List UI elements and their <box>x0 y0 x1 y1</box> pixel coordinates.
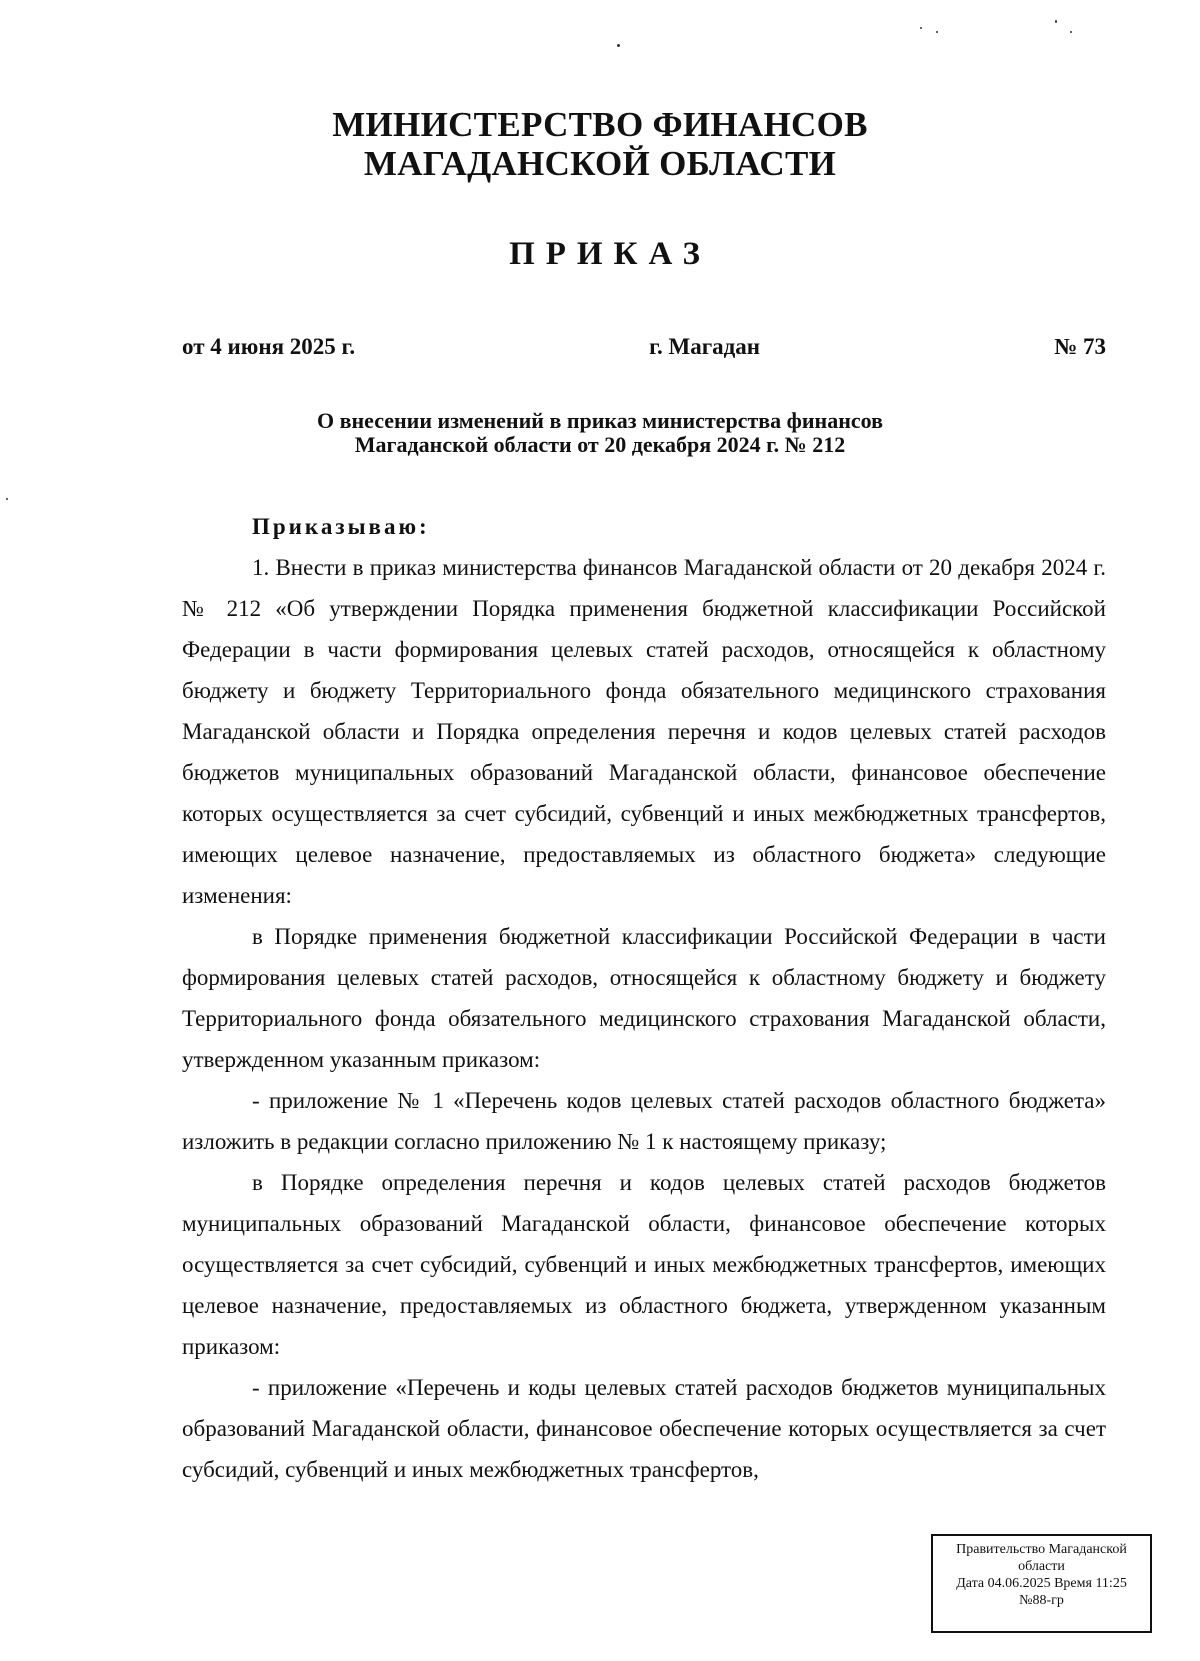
document-city: г. Магадан <box>649 334 761 359</box>
document-date: от 4 июня 2025 г. <box>182 334 356 359</box>
scan-speck <box>6 498 8 500</box>
order-lead-word: Приказываю: <box>252 514 430 539</box>
stamp-line-3: Дата 04.06.2025 Время 11:25 <box>956 1576 1127 1591</box>
document-number: № 73 <box>1054 334 1106 359</box>
subject-line-1: О внесении изменений в приказ министерства финансов <box>317 408 883 433</box>
document-subject <box>0 409 1200 457</box>
body-paragraph: 1. Внести в приказ министерства финансов Магаданской области от 20 декабря 2024 г. № 212 «Об утверждении Порядка применения бюджетной классификации Российской Федерации в части формирования целевых статей расходов, относящейся к областному бюджету и бюджету Территориального фонда обязательного медицинского страхования Магаданской области и Порядка определения перечня и кодов целевых статей расходов бюджетов муниципальных образований Магаданской области, финансовое обеспечение которых осуществляется за счет субсидий, субвенций и иных межбюджетных трансфертов, имеющих целевое назначение, предоставляемых из областного бюджета» следующие изменения: <box>182 555 1106 908</box>
ministry-name-line-1: МИНИСТЕРСТВО ФИНАНСОВ <box>332 105 868 144</box>
document-type-heading: ПРИКАЗ <box>509 236 711 272</box>
subject-line-2: Магаданской области от 20 декабря 2024 г. № 212 <box>354 432 846 457</box>
scan-speck <box>920 27 922 29</box>
scan-speck <box>617 44 620 47</box>
stamp-line-1: Правительство Магаданской <box>956 1542 1127 1557</box>
document-body <box>182 506 1106 1490</box>
body-paragraph: - приложение «Перечень и коды целевых статей расходов бюджетов муниципальных образований Магаданской области, финансовое обеспечение которых осуществляется за счет субсидий, субвенций и иных межбюджетных трансфертов, <box>182 1375 1106 1482</box>
scan-speck <box>936 31 938 33</box>
scan-speck <box>1070 31 1072 33</box>
body-paragraph: в Порядке применения бюджетной классификации Российской Федерации в части формирования целевых статей расходов, относящейся к областному бюджету и бюджету Территориального фонда обязательного медицинского страхования Магаданской области, утвержденном указанным приказом: <box>182 924 1106 1072</box>
document-meta-row <box>182 334 1106 360</box>
scan-speck <box>1055 20 1057 23</box>
ministry-name-line-2: МАГАДАНСКОЙ ОБЛАСТИ <box>363 144 837 183</box>
body-paragraph: - приложение № 1 «Перечень кодов целевых статей расходов областного бюджета» изложить в редакции согласно приложению № 1 к настоящему приказу; <box>182 1088 1106 1154</box>
stamp-line-2: области <box>1018 1559 1065 1574</box>
stamp-line-4: №88-гр <box>1019 1593 1064 1608</box>
registration-stamp <box>931 1534 1152 1633</box>
body-paragraph: в Порядке определения перечня и кодов целевых статей расходов бюджетов муниципальных образований Магаданской области, финансовое обеспечение которых осуществляется за счет субсидий, субвенций и иных межбюджетных трансфертов, имеющих целевое назначение, предоставляемых из областного бюджета, утвержденном указанным приказом: <box>182 1170 1106 1359</box>
